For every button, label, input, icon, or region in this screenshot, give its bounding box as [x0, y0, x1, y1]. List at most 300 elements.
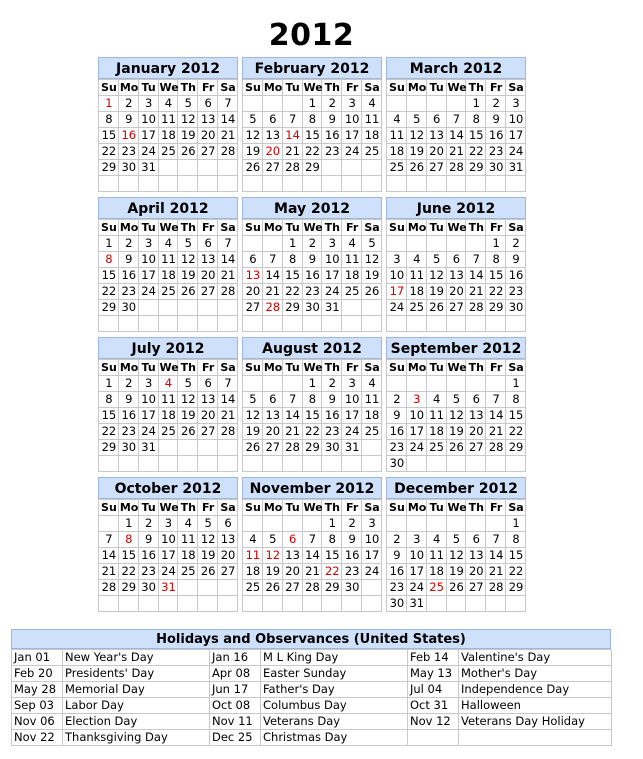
day-cell: 30 — [118, 160, 138, 176]
day-cell: 5 — [178, 96, 198, 112]
day-cell: 13 — [262, 408, 282, 424]
day-cell: 5 — [178, 376, 198, 392]
day-cell: 20 — [198, 408, 218, 424]
day-cell: 26 — [198, 564, 218, 580]
day-cell: 16 — [322, 128, 342, 144]
day-cell: 1 — [282, 236, 302, 252]
day-cell: 10 — [138, 392, 158, 408]
day-cell: 30 — [387, 596, 407, 612]
holiday-date: Nov 22 — [12, 730, 63, 746]
day-cell: 15 — [118, 548, 138, 564]
day-cell: 16 — [118, 408, 138, 424]
day-cell: 30 — [118, 300, 138, 316]
weekday-label: Mo — [119, 501, 139, 514]
day-cell: 1 — [486, 236, 506, 252]
weekday-label: Su — [387, 80, 407, 96]
weekday-label: Tu — [138, 220, 158, 236]
empty-cell — [406, 176, 426, 192]
empty-cell — [362, 440, 382, 456]
empty-cell — [406, 96, 426, 112]
day-cell: 10 — [506, 112, 526, 128]
day-cell: 24 — [138, 424, 158, 440]
day-cell: 12 — [243, 128, 263, 144]
day-cell: 28 — [282, 160, 302, 176]
weekday-label: Tu — [282, 220, 302, 236]
month-calendar — [98, 337, 238, 472]
day-cell: 27 — [243, 300, 263, 316]
day-cell: 1 — [99, 236, 119, 252]
day-cell: 22 — [486, 284, 506, 300]
day-cell: 14 — [218, 252, 238, 268]
empty-cell — [99, 596, 119, 612]
day-cell: 17 — [138, 268, 158, 284]
day-cell: 28 — [99, 580, 119, 596]
day-cell: 2 — [387, 532, 407, 548]
day-cell: 26 — [362, 284, 382, 300]
day-cell: 6 — [446, 252, 466, 268]
day-cell: 26 — [426, 300, 446, 316]
day-cell: 12 — [178, 252, 198, 268]
holiday-date: May 13 — [408, 666, 459, 682]
day-cell: 20 — [282, 564, 302, 580]
day-cell: 24 — [138, 144, 158, 160]
month-grid — [386, 219, 526, 332]
day-cell: 24 — [158, 564, 178, 580]
day-cell: 15 — [322, 548, 342, 564]
day-cell: 26 — [262, 580, 282, 596]
holiday-name: Columbus Day — [261, 698, 408, 714]
holiday-name: Father's Day — [261, 682, 408, 698]
day-cell: 21 — [218, 408, 238, 424]
empty-cell — [446, 176, 466, 192]
weekday-label: Tu — [426, 500, 446, 516]
day-cell: 22 — [506, 424, 526, 440]
empty-cell — [178, 580, 198, 596]
empty-cell — [362, 176, 382, 192]
holiday-name: Halloween — [459, 698, 612, 714]
day-cell: 11 — [243, 548, 263, 564]
day-cell: 16 — [118, 128, 138, 144]
weekday-label: Fr — [198, 220, 218, 236]
day-cell: 31 — [322, 300, 342, 316]
weekday-label: Fr — [486, 80, 506, 96]
day-cell: 5 — [406, 112, 426, 128]
day-cell: 28 — [486, 580, 506, 596]
day-cell: 29 — [118, 580, 138, 596]
day-cell: 26 — [243, 440, 263, 456]
day-cell: 9 — [322, 392, 342, 408]
day-cell: 23 — [118, 144, 138, 160]
day-cell: 23 — [506, 284, 526, 300]
empty-cell — [466, 516, 486, 532]
day-cell: 8 — [118, 532, 138, 548]
day-cell: 11 — [426, 408, 446, 424]
day-cell: 21 — [262, 284, 282, 300]
weekday-label: Mo — [263, 501, 283, 514]
empty-cell — [178, 300, 198, 316]
day-cell: 20 — [466, 564, 486, 580]
day-cell: 21 — [218, 128, 238, 144]
day-cell: 14 — [282, 128, 302, 144]
day-cell: 17 — [406, 424, 426, 440]
weekday-label: Th — [466, 80, 486, 96]
empty-cell — [466, 176, 486, 192]
empty-cell — [342, 316, 362, 332]
holiday-name — [459, 730, 612, 746]
weekday-label: Th — [322, 220, 342, 236]
day-cell: 9 — [138, 532, 158, 548]
day-cell: 25 — [362, 424, 382, 440]
weekday-label: Mo — [407, 81, 427, 94]
empty-cell — [446, 96, 466, 112]
empty-cell — [426, 376, 446, 392]
day-cell: 11 — [362, 392, 382, 408]
weekday-label: Th — [178, 500, 198, 516]
weekday-label: Th — [322, 80, 342, 96]
day-cell: 24 — [322, 284, 342, 300]
weekday-label: We — [447, 221, 467, 234]
empty-cell — [486, 176, 506, 192]
weekday-label: We — [303, 221, 323, 234]
weekday-label: Fr — [486, 220, 506, 236]
empty-cell — [243, 376, 263, 392]
weekday-label: Sa — [506, 360, 526, 376]
day-cell: 27 — [446, 300, 466, 316]
day-cell: 4 — [387, 112, 407, 128]
day-cell: 6 — [262, 112, 282, 128]
day-cell: 19 — [446, 564, 466, 580]
day-cell: 22 — [282, 284, 302, 300]
day-cell: 17 — [362, 548, 382, 564]
day-cell: 29 — [302, 440, 322, 456]
holiday-name: Presidents' Day — [63, 666, 210, 682]
empty-cell — [243, 516, 263, 532]
holiday-name: M L King Day — [261, 650, 408, 666]
empty-cell — [138, 456, 158, 472]
empty-cell — [466, 376, 486, 392]
day-cell: 22 — [118, 564, 138, 580]
year-title: 2012 — [268, 18, 355, 53]
day-cell: 27 — [466, 580, 486, 596]
empty-cell — [158, 176, 178, 192]
day-cell: 9 — [506, 252, 526, 268]
day-cell: 9 — [118, 112, 138, 128]
day-cell: 7 — [486, 392, 506, 408]
weekday-label: Su — [387, 360, 407, 376]
day-cell: 30 — [486, 160, 506, 176]
day-cell: 18 — [158, 268, 178, 284]
day-cell: 25 — [178, 564, 198, 580]
day-cell: 1 — [302, 376, 322, 392]
day-cell: 3 — [322, 236, 342, 252]
day-cell: 2 — [118, 96, 138, 112]
month-calendar — [98, 477, 238, 612]
day-cell: 20 — [262, 424, 282, 440]
day-cell: 7 — [99, 532, 119, 548]
day-cell: 26 — [406, 160, 426, 176]
day-cell: 6 — [262, 392, 282, 408]
day-cell: 10 — [362, 532, 382, 548]
day-cell: 28 — [446, 160, 466, 176]
empty-cell — [218, 440, 238, 456]
month-grid — [386, 79, 526, 192]
month-title: January 2012 — [98, 57, 238, 79]
day-cell: 10 — [138, 252, 158, 268]
day-cell: 19 — [262, 564, 282, 580]
day-cell: 27 — [466, 440, 486, 456]
empty-cell — [282, 316, 302, 332]
empty-cell — [362, 580, 382, 596]
empty-cell — [302, 456, 322, 472]
day-cell: 6 — [282, 532, 302, 548]
empty-cell — [243, 316, 263, 332]
day-cell: 8 — [506, 532, 526, 548]
empty-cell — [198, 440, 218, 456]
weekday-label: Tu — [138, 500, 158, 516]
empty-cell — [506, 176, 526, 192]
day-cell: 28 — [302, 580, 322, 596]
holiday-name: New Year's Day — [63, 650, 210, 666]
weekday-label: Fr — [486, 360, 506, 376]
empty-cell — [486, 456, 506, 472]
day-cell: 4 — [178, 516, 198, 532]
day-cell: 27 — [198, 144, 218, 160]
day-cell: 14 — [486, 408, 506, 424]
day-cell: 12 — [243, 408, 263, 424]
empty-cell — [218, 316, 238, 332]
day-cell: 7 — [262, 252, 282, 268]
empty-cell — [406, 516, 426, 532]
day-cell: 21 — [466, 284, 486, 300]
day-cell: 29 — [99, 160, 119, 176]
day-cell: 18 — [426, 424, 446, 440]
day-cell: 28 — [218, 284, 238, 300]
day-cell: 23 — [387, 440, 407, 456]
month-grid — [386, 499, 526, 612]
weekday-label: Fr — [198, 500, 218, 516]
day-cell: 27 — [198, 424, 218, 440]
day-cell: 6 — [466, 392, 486, 408]
day-cell: 21 — [218, 268, 238, 284]
weekday-label: Mo — [407, 361, 427, 374]
day-cell: 17 — [406, 564, 426, 580]
month-title: April 2012 — [98, 197, 238, 219]
empty-cell — [342, 300, 362, 316]
month-title: October 2012 — [98, 477, 238, 499]
day-cell: 2 — [118, 236, 138, 252]
weekday-label: Sa — [218, 360, 238, 376]
empty-cell — [302, 596, 322, 612]
day-cell: 2 — [302, 236, 322, 252]
empty-cell — [406, 376, 426, 392]
empty-cell — [262, 236, 282, 252]
day-cell: 10 — [342, 392, 362, 408]
day-cell: 25 — [158, 284, 178, 300]
day-cell: 31 — [138, 440, 158, 456]
day-cell: 9 — [387, 408, 407, 424]
day-cell: 22 — [466, 144, 486, 160]
empty-cell — [506, 596, 526, 612]
day-cell: 8 — [506, 392, 526, 408]
empty-cell — [446, 376, 466, 392]
weekday-label: Mo — [119, 221, 139, 234]
empty-cell — [362, 456, 382, 472]
day-cell: 27 — [426, 160, 446, 176]
empty-cell — [362, 160, 382, 176]
day-cell: 4 — [158, 96, 178, 112]
day-cell: 5 — [178, 236, 198, 252]
day-cell: 13 — [198, 392, 218, 408]
empty-cell — [466, 456, 486, 472]
month-grid — [242, 359, 382, 472]
month-title: November 2012 — [242, 477, 382, 499]
empty-cell — [406, 316, 426, 332]
empty-cell — [138, 176, 158, 192]
empty-cell — [282, 96, 302, 112]
empty-cell — [178, 176, 198, 192]
month-calendar — [242, 477, 382, 612]
day-cell: 14 — [486, 548, 506, 564]
day-cell: 22 — [99, 284, 119, 300]
holiday-row — [12, 730, 612, 746]
day-cell: 12 — [178, 392, 198, 408]
empty-cell — [99, 456, 119, 472]
empty-cell — [342, 160, 362, 176]
weekday-label: Tu — [138, 80, 158, 96]
day-cell: 13 — [262, 128, 282, 144]
empty-cell — [262, 176, 282, 192]
day-cell: 3 — [342, 96, 362, 112]
holiday-row — [12, 698, 612, 714]
day-cell: 6 — [198, 96, 218, 112]
holiday-row — [12, 666, 612, 682]
empty-cell — [302, 316, 322, 332]
empty-cell — [118, 316, 138, 332]
day-cell: 25 — [342, 284, 362, 300]
empty-cell — [486, 596, 506, 612]
holiday-name: Labor Day — [63, 698, 210, 714]
empty-cell — [406, 236, 426, 252]
empty-cell — [262, 96, 282, 112]
empty-cell — [243, 236, 263, 252]
holiday-date: Apr 08 — [210, 666, 261, 682]
weekday-label: We — [159, 501, 179, 514]
day-cell: 16 — [322, 408, 342, 424]
empty-cell — [362, 300, 382, 316]
day-cell: 14 — [218, 392, 238, 408]
day-cell: 14 — [446, 128, 466, 144]
day-cell: 22 — [322, 564, 342, 580]
empty-cell — [198, 456, 218, 472]
day-cell: 12 — [426, 268, 446, 284]
weekday-label: Su — [99, 500, 119, 516]
empty-cell — [486, 516, 506, 532]
day-cell: 17 — [322, 268, 342, 284]
day-cell: 10 — [322, 252, 342, 268]
day-cell: 11 — [362, 112, 382, 128]
weekday-label: Mo — [119, 361, 139, 374]
day-cell: 24 — [506, 144, 526, 160]
empty-cell — [262, 316, 282, 332]
day-cell: 5 — [243, 112, 263, 128]
day-cell: 21 — [486, 424, 506, 440]
day-cell: 21 — [282, 424, 302, 440]
day-cell: 12 — [262, 548, 282, 564]
empty-cell — [486, 316, 506, 332]
day-cell: 2 — [118, 376, 138, 392]
day-cell: 13 — [198, 112, 218, 128]
day-cell: 22 — [506, 564, 526, 580]
empty-cell — [406, 456, 426, 472]
weekday-label: Su — [243, 80, 263, 96]
empty-cell — [138, 596, 158, 612]
weekday-label: Sa — [362, 500, 382, 516]
day-cell: 4 — [362, 376, 382, 392]
day-cell: 30 — [506, 300, 526, 316]
day-cell: 28 — [218, 144, 238, 160]
holiday-name: Easter Sunday — [261, 666, 408, 682]
weekday-label: Su — [243, 360, 263, 376]
day-cell: 29 — [506, 440, 526, 456]
empty-cell — [426, 236, 446, 252]
month-grid — [242, 79, 382, 192]
day-cell: 15 — [506, 548, 526, 564]
empty-cell — [426, 176, 446, 192]
day-cell: 16 — [486, 128, 506, 144]
day-cell: 14 — [302, 548, 322, 564]
weekday-label: Tu — [282, 360, 302, 376]
holiday-name: Veterans Day — [261, 714, 408, 730]
holiday-name: Thanksgiving Day — [63, 730, 210, 746]
month-grid — [98, 79, 238, 192]
day-cell: 3 — [362, 516, 382, 532]
empty-cell — [178, 316, 198, 332]
weekday-label: Fr — [342, 360, 362, 376]
weekday-label: Th — [466, 220, 486, 236]
day-cell: 28 — [262, 300, 282, 316]
empty-cell — [506, 316, 526, 332]
month-title: December 2012 — [386, 477, 526, 499]
empty-cell — [158, 300, 178, 316]
empty-cell — [158, 440, 178, 456]
empty-cell — [243, 456, 263, 472]
day-cell: 28 — [282, 440, 302, 456]
month-grid — [242, 499, 382, 612]
month-grid — [98, 499, 238, 612]
weekday-label: Sa — [218, 500, 238, 516]
day-cell: 17 — [342, 408, 362, 424]
day-cell: 19 — [406, 144, 426, 160]
weekday-label: Sa — [506, 220, 526, 236]
empty-cell — [362, 316, 382, 332]
day-cell: 11 — [158, 252, 178, 268]
day-cell: 23 — [322, 144, 342, 160]
weekday-label: We — [447, 81, 467, 94]
empty-cell — [178, 160, 198, 176]
day-cell: 31 — [158, 580, 178, 596]
day-cell: 7 — [282, 112, 302, 128]
holiday-row — [12, 714, 612, 730]
day-cell: 18 — [426, 564, 446, 580]
weekday-label: Sa — [362, 220, 382, 236]
day-cell: 17 — [138, 408, 158, 424]
day-cell: 16 — [387, 564, 407, 580]
day-cell: 15 — [302, 408, 322, 424]
day-cell: 26 — [446, 580, 466, 596]
day-cell: 9 — [342, 532, 362, 548]
day-cell: 20 — [446, 284, 466, 300]
day-cell: 2 — [486, 96, 506, 112]
